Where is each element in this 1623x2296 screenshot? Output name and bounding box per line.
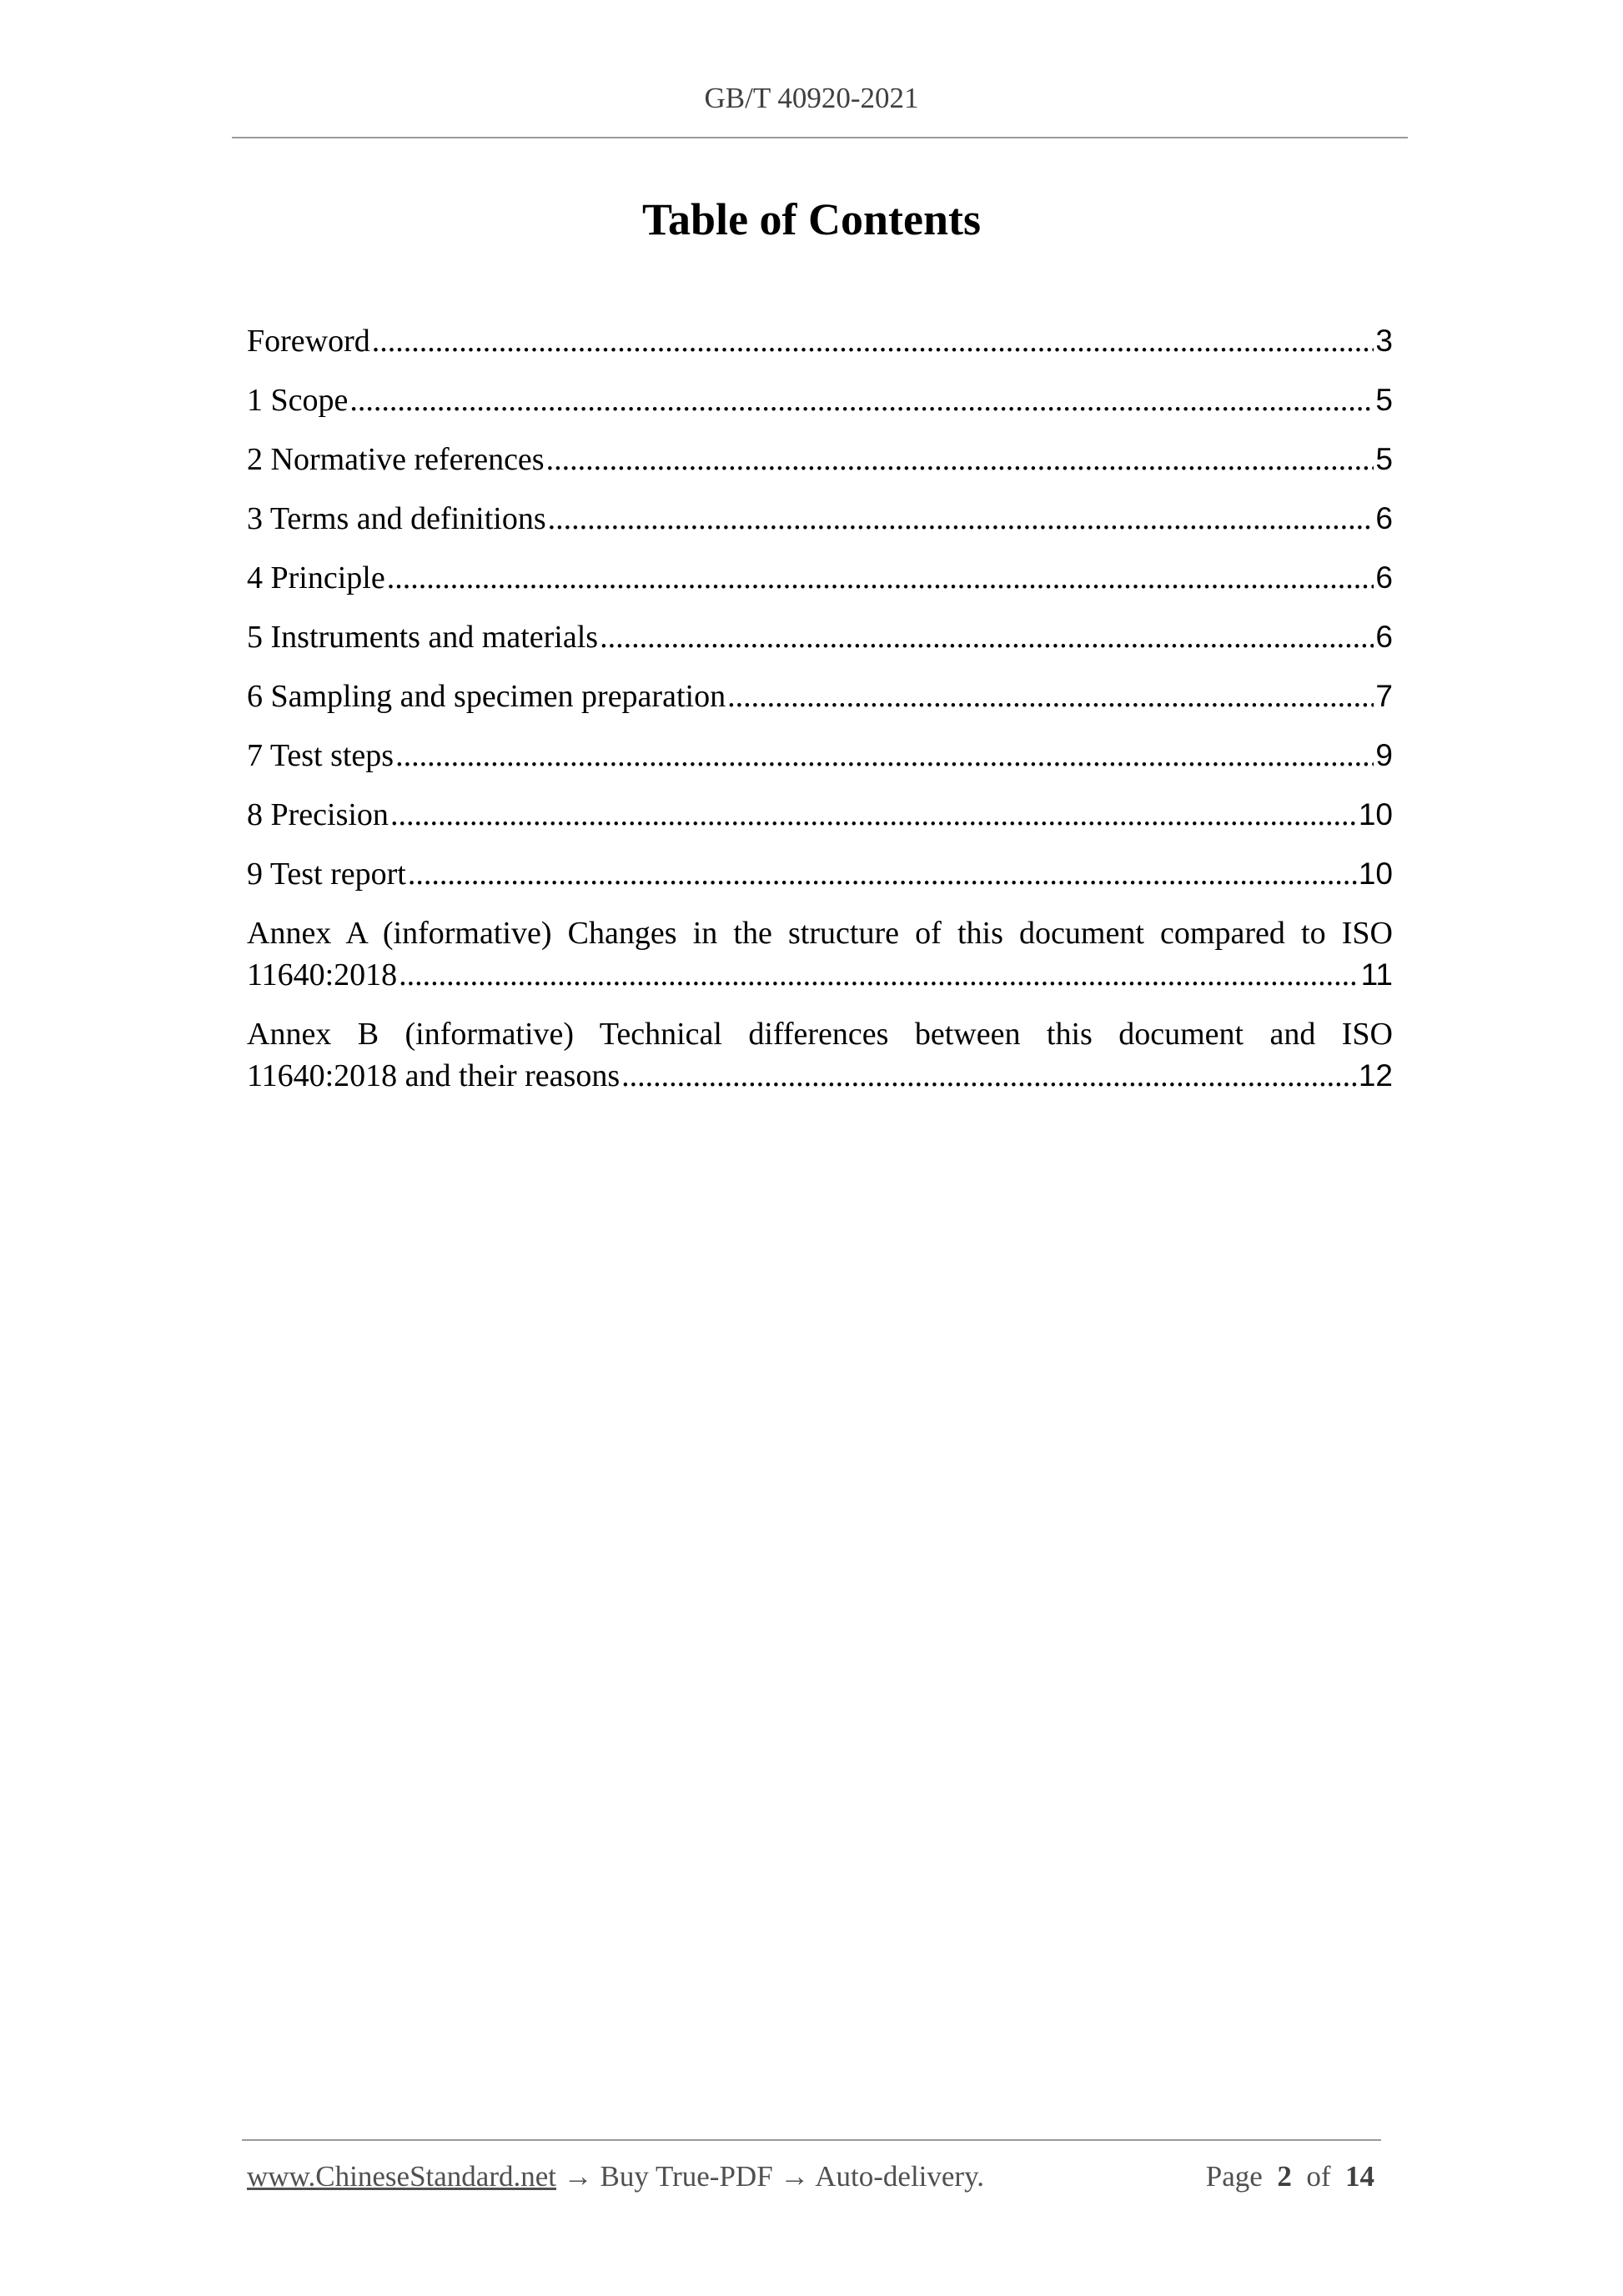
toc-entry-principle[interactable]: [247, 557, 1393, 599]
toc-entry-label: 1 Scope: [247, 383, 349, 418]
toc-entry-label: 9 Test report: [247, 857, 406, 892]
toc-leader: [727, 676, 1374, 717]
toc-entry-label-line1: Annex A (informative) Changes in the structure of this document compared to ISO: [247, 916, 1393, 951]
footer-divider: [242, 2139, 1381, 2141]
toc-entry-scope[interactable]: [247, 379, 1393, 421]
toc-leader: [408, 853, 1357, 895]
toc-entry-page: 9: [1375, 738, 1393, 772]
toc-leader: [399, 954, 1359, 996]
toc-entry-label-line2: 11640:2018 and their reasons: [247, 1058, 621, 1093]
toc-entry-label: 7 Test steps: [247, 738, 394, 773]
toc-leader: [390, 794, 1357, 836]
toc-entry-page: 12: [1358, 1058, 1393, 1093]
page-word: Page: [1205, 2160, 1263, 2193]
toc-entry-label-line1: Annex B (informative) Technical differences between this document and ISO: [247, 1017, 1393, 1052]
footer-promo: [247, 2158, 984, 2196]
table-of-contents: [247, 320, 1393, 1114]
toc-leader: [621, 1055, 1357, 1097]
toc-leader: [600, 616, 1374, 658]
toc-entry-annex-a[interactable]: [247, 912, 1393, 996]
toc-entry-label-line2: 11640:2018: [247, 957, 398, 992]
toc-entry-precision[interactable]: [247, 794, 1393, 836]
toc-entry-page: 5: [1375, 442, 1393, 476]
toc-leader: [548, 498, 1374, 540]
toc-entry-page: 6: [1375, 560, 1393, 595]
toc-leader: [349, 379, 1374, 421]
toc-entry-terms-definitions[interactable]: [247, 498, 1393, 540]
toc-entry-label: 3 Terms and definitions: [247, 501, 546, 536]
auto-delivery-text: Auto-delivery.: [815, 2160, 985, 2193]
toc-leader: [546, 439, 1374, 480]
toc-entry-page: 6: [1375, 620, 1393, 654]
toc-entry-test-steps[interactable]: [247, 735, 1393, 776]
toc-entry-label: 8 Precision: [247, 797, 389, 832]
toc-entry-normative-references[interactable]: [247, 439, 1393, 480]
toc-leader: [395, 735, 1374, 776]
total-pages: 14: [1345, 2160, 1374, 2193]
toc-entry-label: 4 Principle: [247, 560, 385, 595]
toc-entry-page: 7: [1375, 679, 1393, 713]
current-page: 2: [1277, 2160, 1292, 2193]
buy-true-pdf-text: Buy True-PDF: [600, 2160, 773, 2193]
toc-entry-page: 5: [1375, 383, 1393, 417]
arrow-right-icon: →: [780, 2160, 810, 2193]
toc-entry-sampling[interactable]: [247, 676, 1393, 717]
toc-entry-test-report[interactable]: [247, 853, 1393, 895]
toc-entry-label: 6 Sampling and specimen preparation: [247, 679, 726, 714]
toc-entry-instruments-materials[interactable]: [247, 616, 1393, 658]
page-number: [1206, 2158, 1374, 2196]
toc-entry-page: 10: [1358, 857, 1393, 891]
document-code: GB/T 40920-2021: [704, 82, 919, 114]
page-title: Table of Contents: [641, 194, 982, 244]
website-link[interactable]: www.ChineseStandard.net: [247, 2160, 556, 2193]
toc-entry-foreword[interactable]: [247, 320, 1393, 362]
toc-entry-page: 6: [1375, 501, 1393, 535]
toc-entry-page: 10: [1358, 797, 1393, 831]
toc-leader: [372, 320, 1374, 362]
arrow-right-icon: →: [563, 2160, 593, 2193]
of-word: of: [1306, 2160, 1331, 2193]
toc-entry-page: 11: [1360, 957, 1393, 992]
toc-entry-label: Foreword: [247, 324, 370, 359]
toc-entry-label: 2 Normative references: [247, 442, 545, 477]
toc-entry-page: 3: [1375, 324, 1393, 358]
toc-entry-label: 5 Instruments and materials: [247, 620, 599, 655]
toc-leader: [387, 557, 1374, 599]
header-divider: [232, 137, 1408, 138]
toc-entry-annex-b[interactable]: [247, 1013, 1393, 1097]
